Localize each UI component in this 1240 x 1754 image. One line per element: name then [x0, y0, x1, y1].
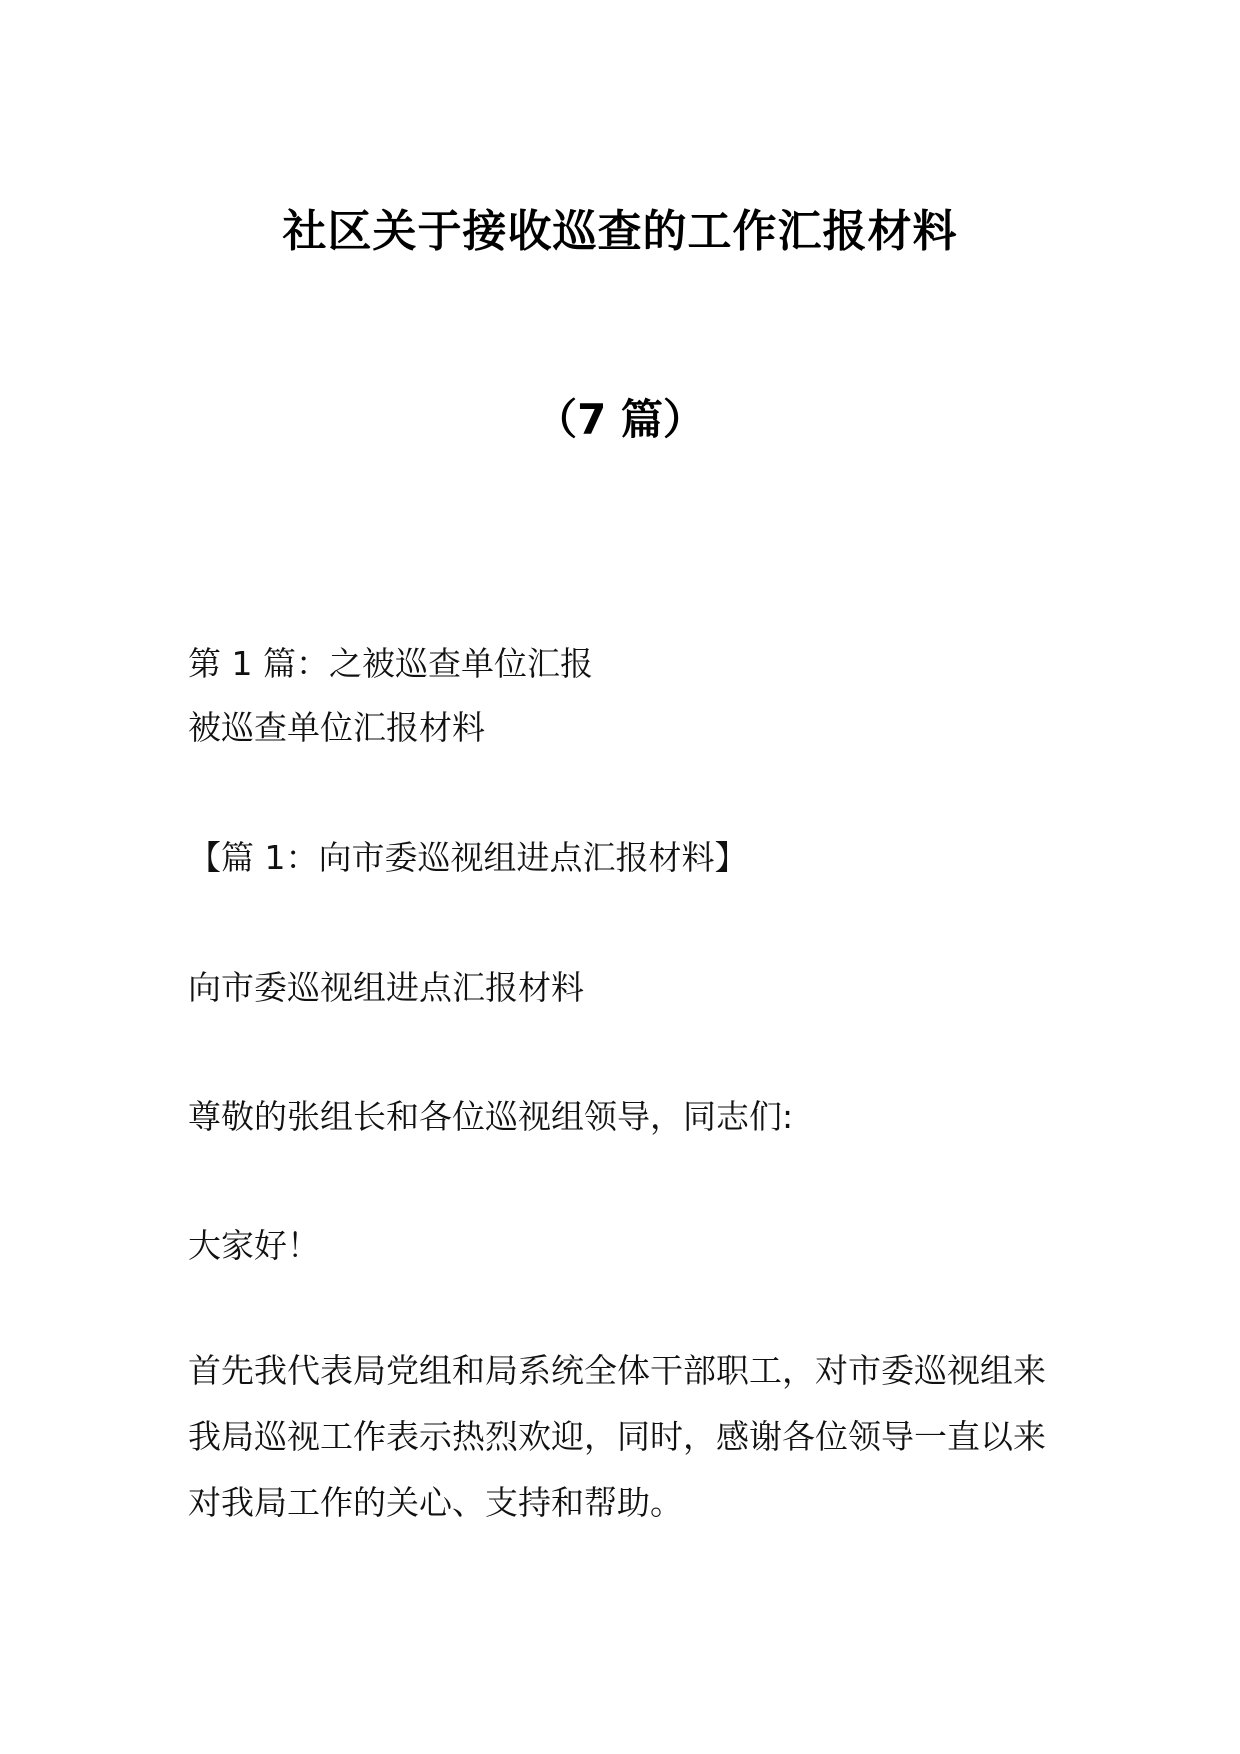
section-subheading: 被巡查单位汇报材料: [188, 708, 485, 747]
body-paragraph: 首先我代表局党组和局系统全体干部职工，对市委巡视组来我局巡视工作表示热烈欢迎，同时，感谢各位领导一直以来对我局工作的关心、支持和帮助。: [188, 1351, 1046, 1522]
section-heading-1: 第 1 篇：之被巡查单位汇报: [188, 644, 593, 683]
document-subtitle: （7 篇）: [535, 395, 705, 444]
article-heading: 【篇 1：向市委巡视组进点汇报材料】: [188, 838, 748, 877]
greeting-line: 大家好！: [188, 1226, 320, 1265]
document-title: 社区关于接收巡查的工作汇报材料: [282, 206, 958, 257]
report-title-line: 向市委巡视组进点汇报材料: [188, 968, 584, 1007]
salutation-line: 尊敬的张组长和各位巡视组领导，同志们:: [188, 1097, 794, 1136]
